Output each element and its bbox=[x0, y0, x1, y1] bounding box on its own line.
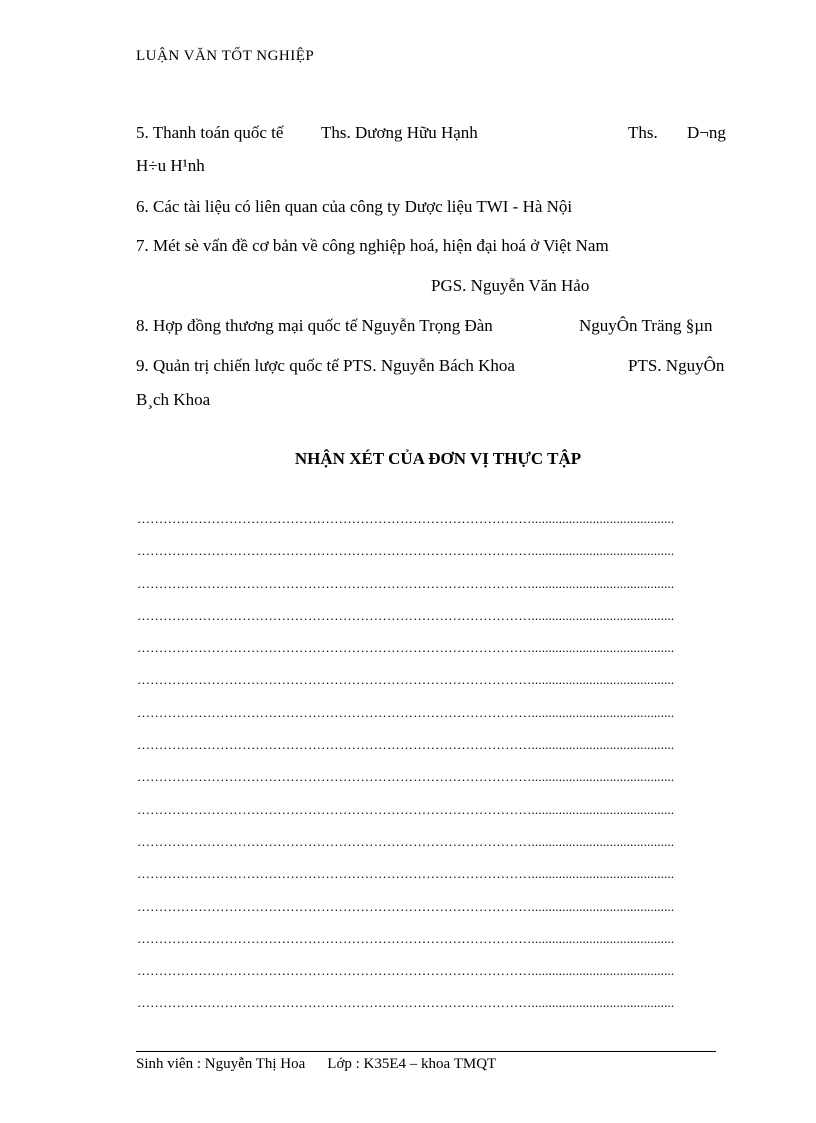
comment-dotted-line-text: ……………………………………………………………………………….......................................... bbox=[137, 769, 675, 785]
comment-dotted-line-text: ……………………………………………………………………………….......................................... bbox=[137, 995, 675, 1011]
comment-dotted-line bbox=[137, 767, 739, 799]
comment-dotted-line-text: ……………………………………………………………………………….......................................... bbox=[137, 543, 675, 559]
comment-dotted-line bbox=[137, 929, 739, 961]
reference-8-title: 8. Hợp đồng thương mại quốc tế Nguyễn Trọng Đàn bbox=[136, 316, 493, 335]
comment-dotted-line-text: ……………………………………………………………………………….......................................... bbox=[137, 704, 675, 720]
reference-7-title: 7. Mét sè vấn đề cơ bản về công nghiệp hoá, hiện đại hoá ở Việt Nam bbox=[136, 236, 609, 255]
reference-5-author-alt-c: H÷u H¹nh bbox=[136, 156, 205, 175]
comment-dotted-line-text: ……………………………………………………………………………….......................................... bbox=[137, 575, 675, 591]
comment-dotted-line bbox=[137, 993, 739, 1025]
comment-lines bbox=[137, 509, 739, 1026]
reference-9-author-alt-cont: B¸ch Khoa bbox=[136, 390, 211, 409]
comment-dotted-line-text: ……………………………………………………………………………….......................................... bbox=[137, 511, 675, 526]
comment-dotted-line-text: ……………………………………………………………………………….......................................... bbox=[137, 607, 675, 623]
reference-7-author: PGS. Nguyễn Văn Hảo bbox=[431, 276, 590, 295]
comment-dotted-line bbox=[137, 735, 739, 767]
comment-dotted-line bbox=[137, 961, 739, 993]
comment-dotted-line bbox=[137, 864, 739, 896]
comment-dotted-line-text: ……………………………………………………………………………….......................................... bbox=[137, 898, 675, 914]
reference-9-title: 9. Quản trị chiến lược quốc tế PTS. Nguyễn Bách Khoa bbox=[136, 356, 515, 375]
comment-dotted-line bbox=[137, 897, 739, 929]
comment-dotted-line bbox=[137, 509, 739, 541]
footer-student: Sinh viên : Nguyễn Thị Hoa bbox=[136, 1056, 306, 1072]
comment-dotted-line bbox=[137, 670, 739, 702]
comment-dotted-line-text: ……………………………………………………………………………….......................................... bbox=[137, 866, 675, 882]
comment-dotted-line bbox=[137, 638, 739, 670]
reference-5-title: 5. Thanh toán quốc tế bbox=[136, 123, 284, 142]
comment-dotted-line bbox=[137, 541, 739, 573]
comment-dotted-line-text: ……………………………………………………………………………….......................................... bbox=[137, 640, 675, 656]
comment-dotted-line-text: ……………………………………………………………………………….......................................... bbox=[137, 672, 675, 688]
reference-5-author: Ths. Dương Hữu Hạnh bbox=[321, 123, 478, 142]
comment-dotted-line bbox=[137, 703, 739, 735]
comment-dotted-line bbox=[137, 800, 739, 832]
reference-8-author-alt: NguyÔn Träng §µn bbox=[579, 316, 713, 335]
footer bbox=[136, 1056, 496, 1073]
comment-dotted-line-text: ……………………………………………………………………………….......................................... bbox=[137, 833, 675, 849]
comment-dotted-line-text: ……………………………………………………………………………….......................................... bbox=[137, 930, 675, 946]
footer-class-info: Lớp : K35E4 – khoa TMQT bbox=[327, 1056, 497, 1072]
reference-5-author-alt-a: Ths. bbox=[628, 123, 658, 142]
comment-dotted-line-text: ……………………………………………………………………………….......................................... bbox=[137, 737, 675, 753]
comment-dotted-line-text: ……………………………………………………………………………….......................................... bbox=[137, 963, 675, 979]
comment-dotted-line bbox=[137, 606, 739, 638]
reference-6: 6. Các tài liệu có liên quan của công ty Dược liệu TWI - Hà Nội bbox=[136, 197, 573, 216]
comment-dotted-line bbox=[137, 832, 739, 864]
reference-5-author-alt-b: D¬ng bbox=[687, 123, 726, 142]
reference-9-author-alt: PTS. NguyÔn bbox=[628, 356, 725, 375]
page-header: LUẬN VĂN TỐT NGHIỆP bbox=[136, 48, 315, 64]
comment-dotted-line-text: ……………………………………………………………………………….......................................... bbox=[137, 801, 675, 817]
section-title: NHẬN XÉT CỦA ĐƠN VỊ THỰC TẬP bbox=[294, 449, 582, 468]
footer-rule bbox=[136, 1051, 716, 1052]
comment-dotted-line bbox=[137, 574, 739, 606]
